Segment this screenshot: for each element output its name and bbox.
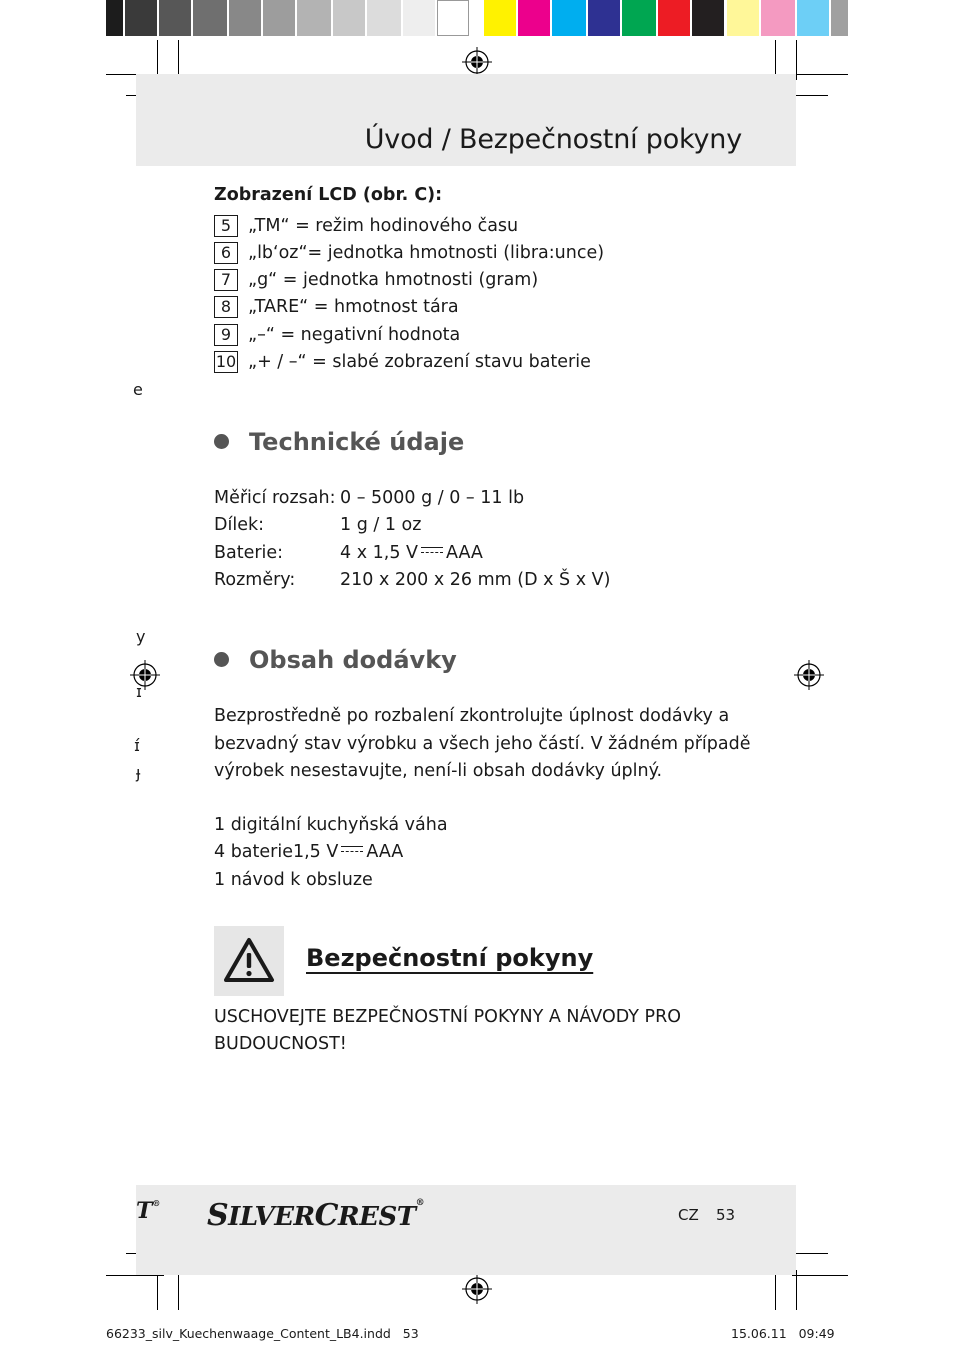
dc-symbol-icon [341, 844, 363, 854]
light-cyan-swatch [797, 0, 829, 36]
gray-swatch-8 [333, 0, 365, 36]
spec-value-suffix: AAA [445, 543, 483, 563]
lcd-item-number: 9 [214, 324, 238, 346]
spec-row [214, 570, 610, 590]
safety-caps-text: USCHOVEJTE BEZPEČNOSTNÍ POKYNY A NÁVODY PRO BUDOUCNOST! [214, 1007, 682, 1054]
tech-heading-text: Technické údaje [249, 428, 465, 456]
bullet-icon [214, 434, 229, 449]
spec-label: Baterie: [214, 543, 284, 563]
registration-mark-icon [130, 660, 160, 690]
lcd-item [214, 269, 538, 293]
facing-brand-fragment [136, 1198, 160, 1224]
brand-part: S [207, 1198, 229, 1233]
lcd-item-text: „lb‘oz“= jednotka hmotnosti (libra:unce) [248, 243, 605, 263]
facing-brand-reg: ® [152, 1198, 161, 1208]
lcd-item-number: 5 [214, 215, 238, 237]
contents-item-suffix: AAA [366, 842, 404, 862]
lcd-item [214, 351, 591, 375]
slug-date: 15.06.11 09:49 [731, 1326, 835, 1341]
page-number: 53 [716, 1206, 736, 1224]
spec-label: Měřicí rozsah: [214, 488, 336, 508]
registration-mark-icon [462, 47, 492, 77]
spec-value: 1 g / 1 oz [340, 515, 422, 535]
lcd-item [214, 324, 460, 348]
spec-row [214, 515, 421, 535]
lcd-item-text: „TARE“ = hmotnost tára [248, 297, 459, 317]
black-swatch [692, 0, 724, 36]
gray-swatch-5 [229, 0, 261, 36]
gray-swatch-11 [437, 0, 469, 36]
green-swatch [622, 0, 656, 36]
gray-swatch-6 [263, 0, 295, 36]
brand-part: ILVER [228, 1202, 315, 1232]
gray-swatch-1 [106, 0, 123, 36]
facing-brand-letter: T [136, 1198, 153, 1224]
spec-label: Dílek: [214, 515, 264, 535]
contents-item-text: 4 baterie1,5 V [214, 842, 339, 862]
crop-mark [796, 40, 797, 80]
margin-fragment: y [136, 627, 146, 646]
lcd-item-number: 10 [215, 352, 237, 371]
spec-value: 210 x 200 x 26 mm (D x Š x V) [340, 570, 611, 590]
lcd-item-number: 7 [214, 269, 238, 291]
lcd-item-text: „TM“ = režim hodinového času [248, 216, 519, 236]
gray-swatch-4 [193, 0, 227, 36]
page-title: Úvod / Bezpečnostní pokyny [364, 124, 742, 155]
lcd-item [214, 296, 459, 320]
gray-swatch-7 [297, 0, 331, 36]
red-swatch [658, 0, 690, 36]
crop-mark [792, 74, 848, 75]
brand-part: C [314, 1198, 339, 1233]
magenta-swatch [518, 0, 550, 36]
warning-box [214, 926, 284, 996]
safety-heading: Bezpečnostní pokyny [306, 944, 594, 972]
contents-paragraph: Bezprostředně po rozbalení zkontrolujte úplnost dodávky a bezvadný stav výrobku a všech jeho částí. V žádném případě výrobek nesestavujte, není-li obsah dodávky úplný. [214, 706, 751, 781]
crop-mark [157, 1270, 158, 1310]
warning-triangle-icon [214, 926, 284, 996]
language-code: CZ [678, 1206, 699, 1224]
crop-mark [792, 1275, 848, 1276]
spec-row [214, 543, 483, 563]
spec-value: 0 – 5000 g / 0 – 11 lb [340, 488, 525, 508]
gray-swatch-10 [403, 0, 435, 36]
contents-heading [214, 646, 457, 674]
tech-heading [214, 428, 464, 456]
spec-value: 4 x 1,5 V [340, 543, 418, 563]
margin-fragment: ɪ [136, 682, 142, 701]
slug-filename: 66233_silv_Kuechenwaage_Content_LB4.indd 53 [106, 1326, 419, 1341]
contents-item: 1 digitální kuchyňská váha [214, 815, 448, 835]
light-yellow-swatch [727, 0, 759, 36]
crop-mark [178, 1270, 179, 1310]
lcd-item [214, 242, 604, 266]
crop-mark [792, 1253, 828, 1254]
bullet-icon [214, 652, 229, 667]
margin-fragment: ɪ́ [134, 736, 140, 755]
crop-mark [792, 95, 828, 96]
contents-item: 1 návod k obsluze [214, 870, 373, 890]
registration-mark-icon [462, 1274, 492, 1304]
dc-symbol-icon [421, 545, 443, 555]
crop-mark [775, 1270, 776, 1310]
yellow-swatch [484, 0, 516, 36]
lcd-item-text: „g“ = jednotka hmotnosti (gram) [248, 270, 539, 290]
pink-swatch [761, 0, 795, 36]
gray-swatch-3 [159, 0, 191, 36]
registration-mark-icon [794, 660, 824, 690]
brand-part: REST [338, 1202, 416, 1232]
margin-fragment: ɟ [136, 763, 141, 782]
lcd-item [214, 215, 518, 239]
crop-mark [106, 1275, 164, 1276]
blue-swatch [588, 0, 620, 36]
spec-row [214, 488, 524, 508]
margin-fragment: e [133, 380, 143, 399]
lcd-item-number: 8 [214, 296, 238, 318]
lcd-title: Zobrazení LCD (obr. C): [214, 185, 443, 205]
contents-heading-text: Obsah dodávky [249, 646, 457, 674]
gray-swatch-2 [125, 0, 157, 36]
lcd-item-number: 6 [214, 242, 238, 264]
brand-reg: ® [415, 1198, 425, 1208]
cyan-swatch [552, 0, 586, 36]
contents-item [214, 842, 403, 862]
brand-logo [207, 1198, 424, 1233]
crop-mark [796, 1270, 797, 1310]
lcd-item-text: „+ / –“ = slabé zobrazení stavu baterie [248, 352, 591, 372]
gray-end-swatch [831, 0, 848, 36]
gray-swatch-9 [367, 0, 401, 36]
lcd-item-text: „–“ = negativní hodnota [248, 325, 461, 345]
spec-label: Rozměry: [214, 570, 296, 590]
